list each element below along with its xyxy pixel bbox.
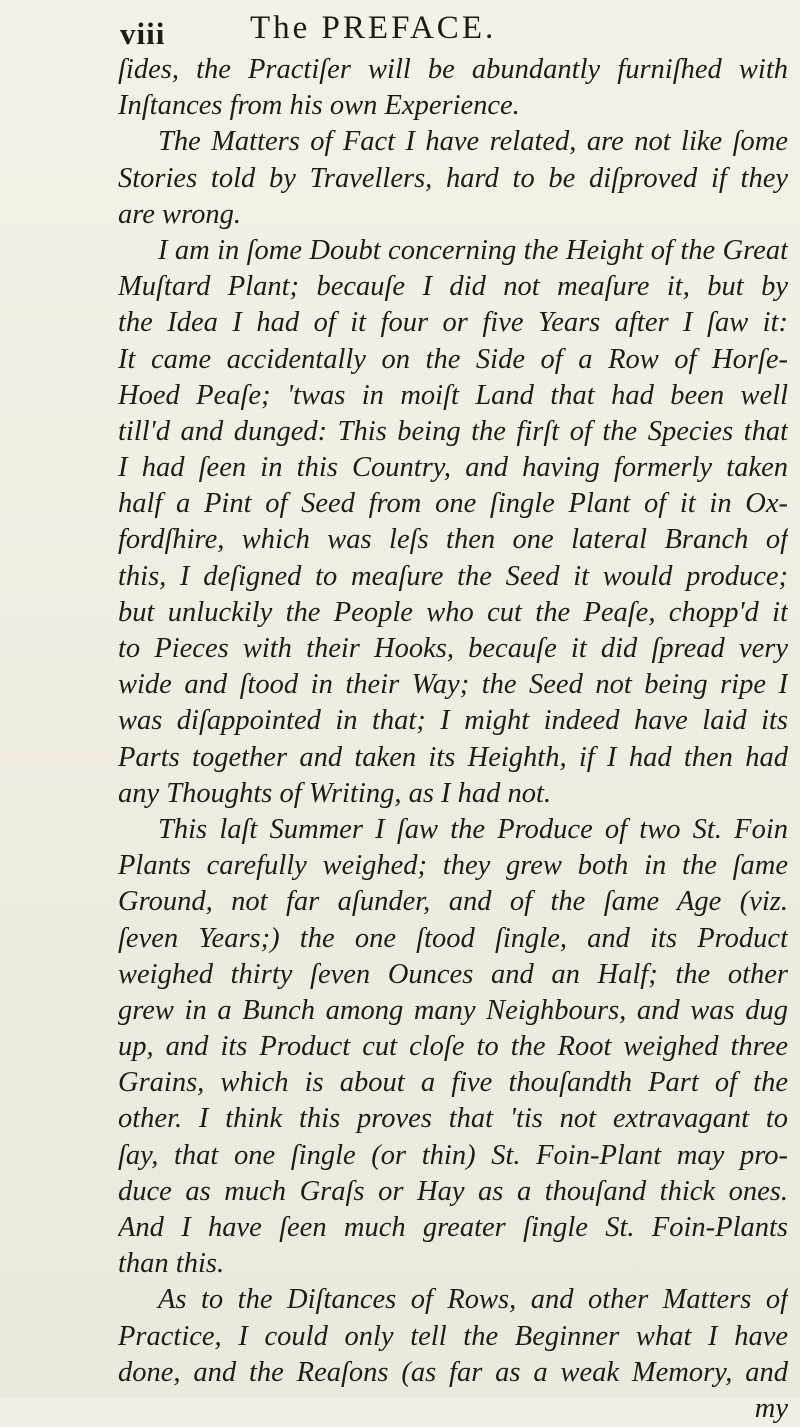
text-line: this, I deſigned to meaſure the Seed it would produce;: [118, 560, 788, 592]
text-line: And I have ſeen much greater ſingle St. Foin-Plants: [118, 1212, 788, 1243]
text-line: up, and its Product cut cloſe to the Root weighed three: [118, 1031, 788, 1063]
running-title: The PREFACE.: [250, 10, 497, 46]
text-line: ſides, the Practiſer will be abundantly furniſhed with: [118, 54, 788, 85]
text-line: duce as much Graſs or Hay as a thouſand thick ones.: [118, 1175, 788, 1207]
page-header: [120, 10, 800, 56]
text-line: Plants carefully weighed; they grew both in the ſame: [118, 850, 788, 882]
text-line: any Thoughts of Writing, as I had not.: [118, 777, 552, 809]
catchword: my: [754, 1392, 788, 1424]
paragraph-start-line: The Matters of Fact I have related, are not like ſome: [158, 126, 788, 158]
text-line: Practice, I could only tell the Beginner what I have: [118, 1320, 788, 1352]
text-line: was diſappointed in that; I might indeed have laid its: [118, 705, 788, 737]
text-line: half a Pint of Seed from one ſingle Plant of it in Ox-: [118, 488, 788, 520]
paragraph-start-line: This laſt Summer I ſaw the Produce of two St. Foin: [158, 813, 788, 845]
text-line: Grains, which is about a five thouſandth Part of the: [118, 1067, 788, 1099]
paragraph-start-line: As to the Diſtances of Rows, and other Matters of: [158, 1284, 788, 1316]
text-line: done, and the Reaſons (as far as a weak Memory, and: [118, 1356, 788, 1388]
text-line: Ground, not far aſunder, and of the ſame Age (viz.: [118, 886, 788, 918]
text-line: Stories told by Travellers, hard to be diſproved if they: [118, 162, 788, 194]
text-line: weighed thirty ſeven Ounces and an Half; the other: [118, 958, 788, 990]
text-line: the Idea I had of it four or five Years after I ſaw it:: [118, 307, 788, 339]
text-line: It came accidentally on the Side of a Row of Horſe-: [118, 343, 788, 375]
text-line: to Pieces with their Hooks, becauſe it did ſpread very: [118, 633, 788, 664]
page-number: viii: [120, 16, 166, 51]
text-line: Hoed Peaſe; 'twas in moiſt Land that had been well: [118, 379, 788, 411]
text-line: Inſtances from his own Experience.: [118, 90, 520, 122]
text-line: but unluckily the People who cut the Peaſe, chopp'd it: [118, 596, 788, 628]
paragraph-start-line: I am in ſome Doubt concerning the Height of the Great: [158, 234, 788, 266]
text-line: Parts together and taken its Heighth, if I had then had: [118, 741, 788, 773]
text-line: fordſhire, which was leſs then one lateral Branch of: [118, 524, 788, 556]
text-line: ſeven Years;) the one ſtood ſingle, and its Product: [118, 922, 788, 954]
text-line: till'd and dunged: This being the firſt of the Species that: [118, 415, 788, 447]
text-line: other. I think this proves that 'tis not extravagant to: [118, 1103, 788, 1135]
text-line: Muſtard Plant; becauſe I did not meaſure it, but by: [118, 271, 788, 303]
body-text: [118, 52, 788, 1427]
text-line: are wrong.: [118, 198, 241, 230]
text-line: I had ſeen in this Country, and having formerly taken: [118, 452, 788, 484]
text-line: than this.: [118, 1248, 225, 1280]
text-line: ſay, that one ſingle (or thin) St. Foin-Plant may pro-: [118, 1139, 788, 1171]
text-line: wide and ſtood in their Way; the Seed not being ripe I: [118, 669, 788, 701]
text-line: grew in a Bunch among many Neighbours, and was dug: [118, 994, 788, 1026]
